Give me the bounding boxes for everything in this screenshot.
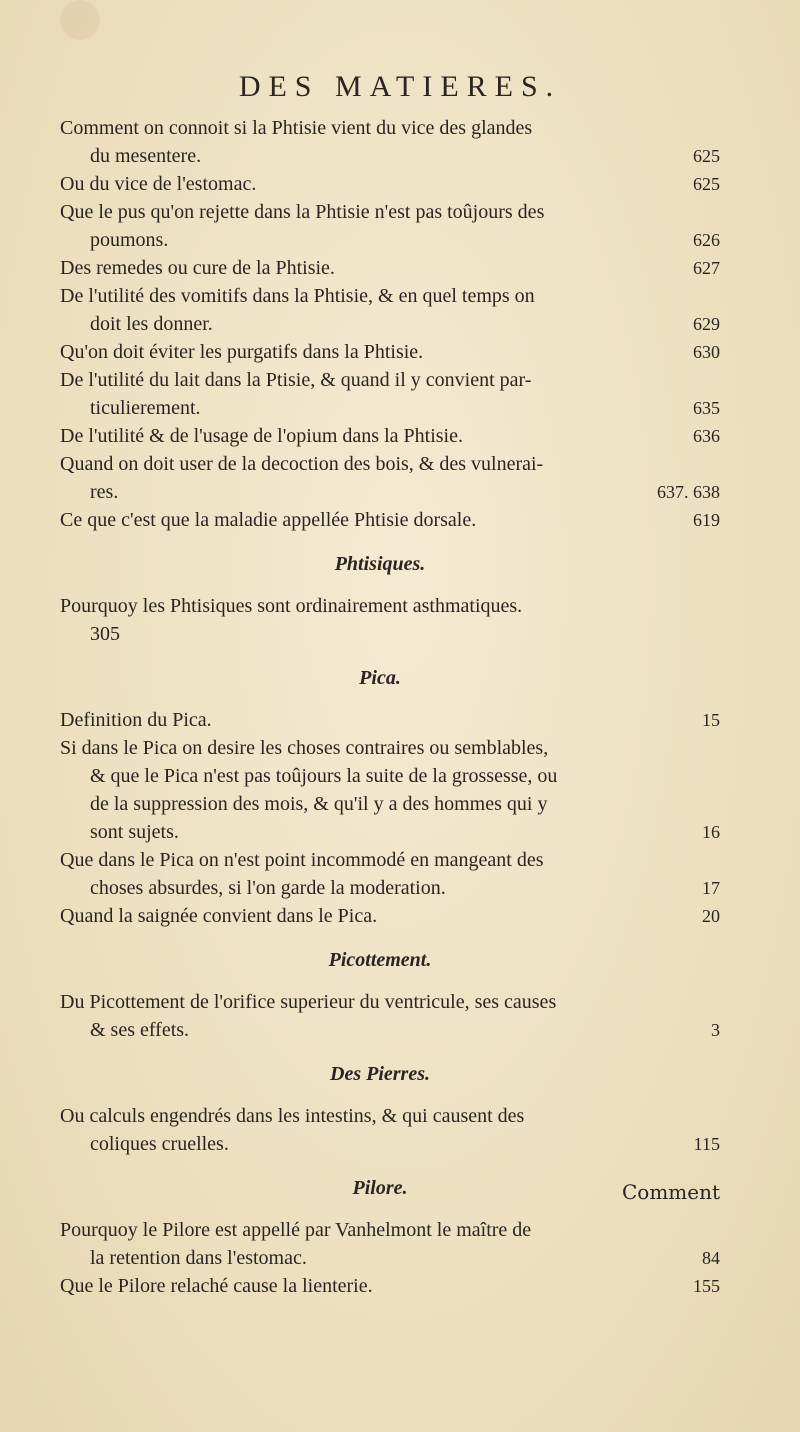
index-entry — [60, 254, 720, 282]
page-number: 115 — [693, 1134, 720, 1154]
page-number: 627 — [693, 258, 720, 278]
entry-line: Si dans le Pica on desire les choses contraires ou semblables, — [60, 737, 549, 759]
entry-line: Ce que c'est que la maladie appellée Phtisie dorsale. — [60, 509, 477, 531]
entry-line: doit les donner. — [90, 313, 213, 335]
entry-line: Qu'on doit éviter les purgatifs dans la Phtisie. — [60, 341, 424, 363]
index-entry — [60, 338, 720, 366]
index-entry — [60, 902, 720, 930]
page-number: 629 — [693, 314, 720, 334]
index-entry — [60, 450, 720, 506]
entry-line: & ses effets. — [90, 1019, 190, 1041]
entry-line: du mesentere. — [90, 145, 202, 167]
entry-line: Ou du vice de l'estomac. — [60, 173, 257, 195]
entry-line: Que le pus qu'on rejette dans la Phtisie n'est pas toûjours des — [60, 201, 545, 223]
index-entry — [60, 734, 720, 846]
index-entry — [60, 114, 720, 170]
page-number: 3 — [711, 1020, 720, 1040]
entry-line: De l'utilité des vomitifs dans la Phtisie, & en quel temps on — [60, 285, 535, 307]
entry-line: & que le Pica n'est pas toûjours la suite de la grossesse, ou — [90, 765, 558, 787]
index-entry — [60, 592, 700, 648]
entry-line: la retention dans l'estomac. — [90, 1247, 307, 1269]
entry-line: Que le Pilore relaché cause la lienterie. — [60, 1275, 373, 1297]
index-entry — [60, 988, 720, 1044]
entry-line: de la suppression des mois, & qu'il y a des hommes qui y — [90, 793, 548, 815]
index-entry — [60, 282, 720, 338]
section-title: Pica. — [359, 667, 401, 689]
entry-line: sont sujets. — [90, 821, 179, 843]
page-number: 17 — [702, 878, 720, 898]
page-number: 630 — [693, 342, 720, 362]
entry-line: Pourquoy les Phtisiques sont ordinairement asthmatiques. — [60, 595, 523, 617]
page-number: 619 — [693, 510, 720, 530]
page-number: 20 — [702, 906, 720, 926]
page-number: 625 — [693, 146, 720, 166]
page-number: 637. 638 — [657, 482, 720, 502]
entry-line: Pourquoy le Pilore est appellé par Vanhelmont le maître de — [60, 1219, 532, 1241]
page-number: 15 — [702, 710, 720, 730]
section-title: Picottement. — [328, 949, 432, 971]
entry-line: Des remedes ou cure de la Phtisie. — [60, 257, 335, 279]
entry-line: Comment on connoit si la Phtisie vient du vice des glandes — [60, 117, 533, 139]
entry-line: choses absurdes, si l'on garde la moderation. — [90, 877, 446, 899]
index-entry — [60, 706, 720, 734]
index-entry — [60, 1272, 720, 1300]
page-number: 635 — [693, 398, 720, 418]
paper-stain — [60, 0, 100, 40]
page-number: 155 — [693, 1276, 720, 1296]
page-number: 84 — [702, 1248, 720, 1268]
entry-line: Quand on doit user de la decoction des bois, & des vulnerai- — [60, 453, 544, 475]
entry-line: Definition du Pica. — [60, 709, 212, 731]
index-entry — [60, 366, 720, 422]
page-number: 626 — [693, 230, 720, 250]
section-title: Phtisiques. — [334, 553, 426, 575]
entry-line: coliques cruelles. — [90, 1133, 229, 1155]
section-title: Des Pierres. — [330, 1063, 430, 1085]
index-entry — [60, 422, 720, 450]
entry-line: Ou calculs engendrés dans les intestins, & qui causent des — [60, 1105, 525, 1127]
index-entry — [60, 1102, 720, 1158]
section-title: Pilore. — [352, 1177, 408, 1199]
page-number: 636 — [693, 426, 720, 446]
index-entry — [60, 198, 720, 254]
entry-line: De l'utilité & de l'usage de l'opium dans la Phtisie. — [60, 425, 463, 447]
page-header: DES MATIERES. — [238, 70, 562, 103]
entry-line: res. — [90, 481, 119, 503]
entry-line: Quand la saignée convient dans le Pica. — [60, 905, 378, 927]
index-column — [60, 114, 720, 1300]
index-entry — [60, 506, 720, 534]
entry-line: poumons. — [90, 229, 169, 251]
index-entry — [60, 170, 720, 198]
entry-line: 305 — [90, 623, 120, 645]
page-number: 16 — [702, 822, 720, 842]
entry-line: De l'utilité du lait dans la Ptisie, & quand il y convient par- — [60, 369, 532, 391]
entry-line: Du Picottement de l'orifice superieur du ventricule, ses causes — [60, 991, 557, 1013]
catchword: Comment — [621, 1180, 720, 1204]
index-entry — [60, 846, 720, 902]
entry-line: ticulierement. — [90, 397, 201, 419]
page-number: 625 — [693, 174, 720, 194]
index-entry — [60, 1216, 720, 1272]
entry-line: Que dans le Pica on n'est point incommodé en mangeant des — [60, 849, 544, 871]
